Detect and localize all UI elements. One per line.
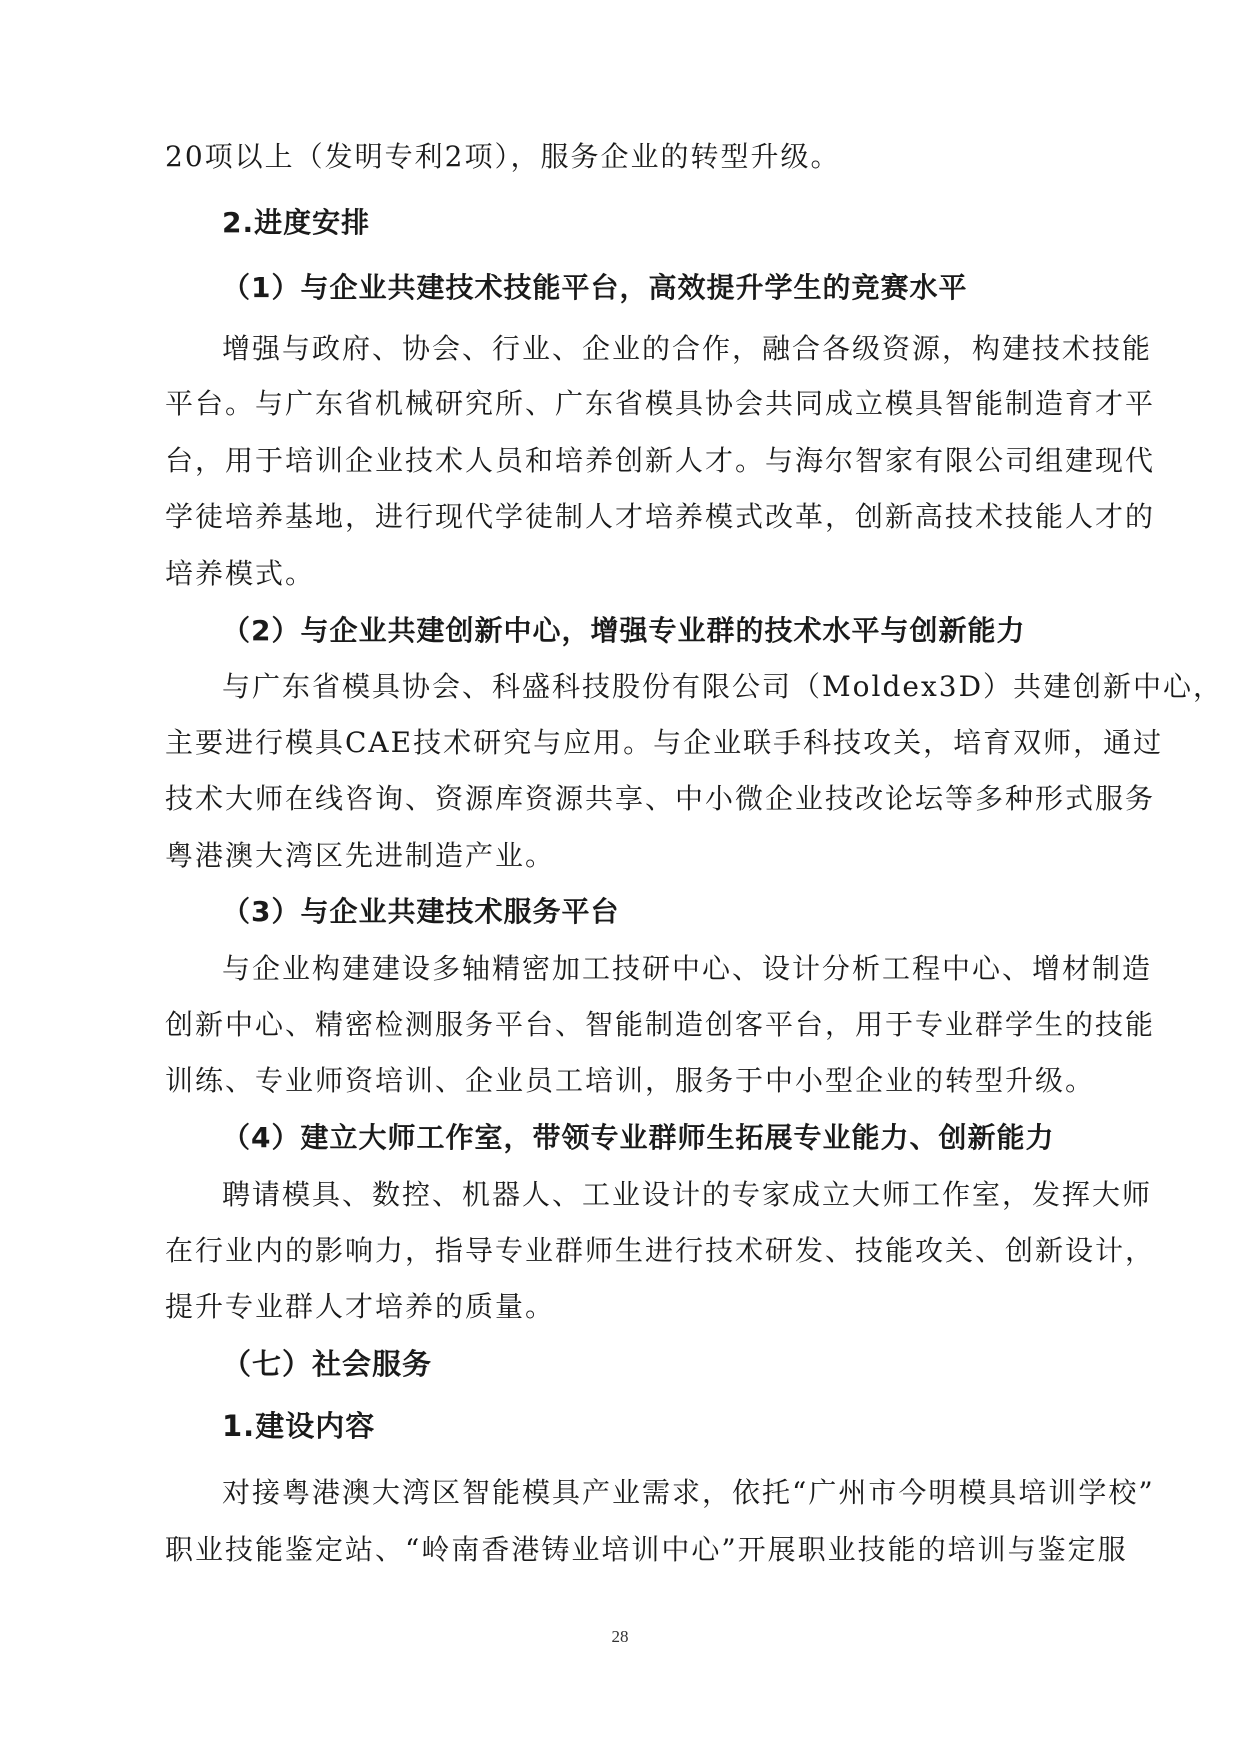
body-text-line: 对接粤港澳大湾区智能模具产业需求，依托“广州市今明模具培训学校” (222, 1476, 1155, 1509)
section-heading: （七）社会服务 (222, 1347, 433, 1381)
body-text-line: 与广东省模具协会、科盛科技股份有限公司（Moldex3D）共建创新中心， (222, 670, 1224, 703)
body-text-line: 台，用于培训企业技术人员和培养创新人才。与海尔智家有限公司组建现代 (165, 444, 1156, 477)
item-heading: （2）与企业共建创新中心，增强专业群的技术水平与创新能力 (222, 614, 1026, 647)
body-text-line: 主要进行模具CAE技术研究与应用。与企业联手科技攻关，培育双师，通过 (165, 726, 1164, 759)
body-text-line: 技术大师在线咨询、资源库资源共享、中小微企业技改论坛等多种形式服务 (165, 782, 1156, 815)
body-text-line: 增强与政府、协会、行业、企业的合作，融合各级资源，构建技术技能 (222, 332, 1153, 365)
subsection-heading: 2.进度安排 (222, 206, 371, 239)
body-text-line: 与企业构建建设多轴精密加工技研中心、设计分析工程中心、增材制造 (222, 952, 1153, 985)
subsection-heading: 1.建设内容 (222, 1409, 376, 1443)
body-text-line: 提升专业群人才培养的质量。 (165, 1290, 556, 1323)
body-text-line: 平台。与广东省机械研究所、广东省模具协会共同成立模具智能制造育才平 (165, 387, 1156, 420)
item-heading: （3）与企业共建技术服务平台 (222, 895, 620, 928)
body-text-line: 在行业内的影响力，指导专业群师生进行技术研发、技能攻关、创新设计， (165, 1234, 1156, 1267)
body-text-line: 训练、专业师资培训、企业员工培训，服务于中小型企业的转型升级。 (165, 1064, 1096, 1097)
item-heading: （1）与企业共建技术技能平台，高效提升学生的竞赛水平 (222, 271, 968, 304)
body-text-line: 学徒培养基地，进行现代学徒制人才培养模式改革，创新高技术技能人才的 (165, 500, 1156, 533)
body-text-line: 创新中心、精密检测服务平台、智能制造创客平台，用于专业群学生的技能 (165, 1008, 1156, 1041)
body-text-line: 职业技能鉴定站、“岭南香港铸业培训中心”开展职业技能的培训与鉴定服 (165, 1533, 1128, 1566)
item-heading: （4）建立大师工作室，带领专业群师生拓展专业能力、创新能力 (222, 1121, 1055, 1154)
page-number: 28 (611, 1627, 629, 1646)
body-text-line: 粤港澳大湾区先进制造产业。 (165, 839, 556, 872)
body-text-line: 培养模式。 (165, 557, 316, 590)
body-text-line: 20项以上（发明专利2项），服务企业的转型升级。 (165, 140, 841, 173)
body-text-line: 聘请模具、数控、机器人、工业设计的专家成立大师工作室，发挥大师 (222, 1178, 1153, 1211)
